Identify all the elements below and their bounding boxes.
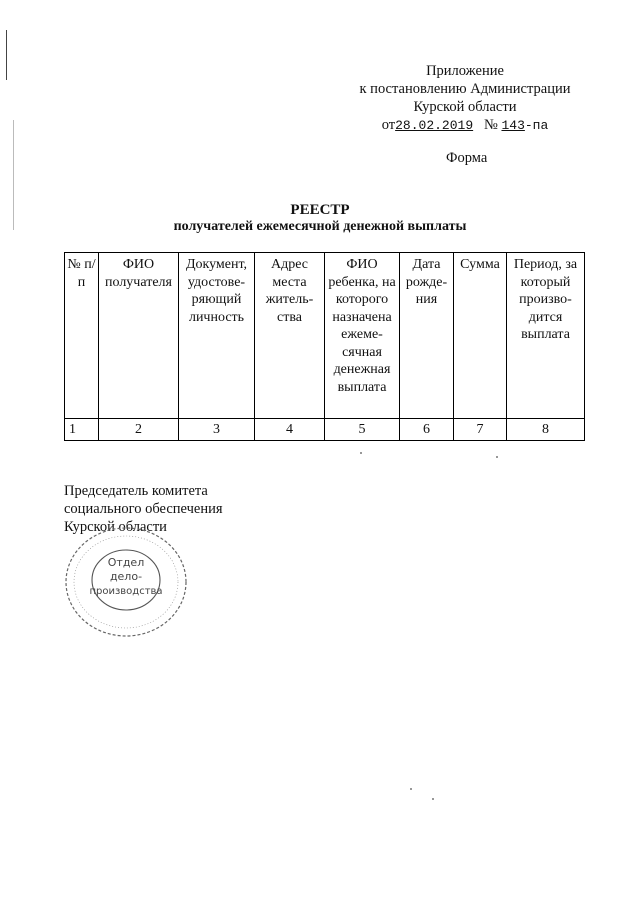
- stamp-text: Отдел: [107, 556, 145, 569]
- form-label: Форма: [446, 150, 488, 166]
- header-cell-address: Адрес места житель-ства: [255, 253, 325, 419]
- scan-edge-line: [6, 30, 7, 80]
- header-cell-recipient-name: ФИО получателя: [99, 253, 179, 419]
- table-header-row: [65, 253, 585, 419]
- document-title: РЕЕСТР: [290, 202, 350, 218]
- header-cell-birth-date: Дата рожде-ния: [400, 253, 454, 419]
- decree-number: 143: [501, 118, 525, 133]
- column-number-cell: 2: [99, 419, 179, 441]
- office-stamp: [62, 522, 192, 642]
- number-sign: №: [484, 117, 498, 133]
- signer-line: Председатель комитета: [64, 483, 208, 499]
- column-number-cell: 6: [400, 419, 454, 441]
- column-number-cell: 5: [325, 419, 400, 441]
- appendix-line: Приложение: [426, 63, 504, 79]
- column-number-cell: 4: [255, 419, 325, 441]
- column-number-cell: 1: [65, 419, 99, 441]
- date-prefix: от: [381, 117, 396, 133]
- signer-line: Курской области: [64, 519, 167, 535]
- decree-number-suffix: -па: [524, 118, 549, 133]
- header-cell-number: № п/п: [65, 253, 99, 419]
- column-number-cell: 3: [179, 419, 255, 441]
- appendix-date-line: [340, 116, 590, 135]
- header-cell-id-document: Документ, удостове-ряющий личность: [179, 253, 255, 419]
- column-number-row: [65, 419, 585, 441]
- stamp-text: производства: [89, 586, 163, 597]
- appendix-block: [340, 62, 590, 135]
- header-cell-child-name: ФИО ребенка, на которого назначена ежеме-сячная денежная выплата: [325, 253, 400, 419]
- header-cell-payment-period: Период, за который произво-дится выплата: [507, 253, 585, 419]
- stamp-text: дело-: [109, 570, 143, 583]
- header-cell-amount: Сумма: [454, 253, 507, 419]
- document-subtitle: получателей ежемесячной денежной выплаты: [173, 219, 467, 234]
- appendix-line: к постановлению Администрации: [359, 81, 571, 97]
- column-number-cell: 8: [507, 419, 585, 441]
- registry-table: [64, 252, 585, 441]
- signer-line: социального обеспечения: [64, 501, 223, 517]
- column-number-cell: 7: [454, 419, 507, 441]
- appendix-line: Курской области: [413, 99, 517, 115]
- decree-date: 28.02.2019: [395, 118, 474, 133]
